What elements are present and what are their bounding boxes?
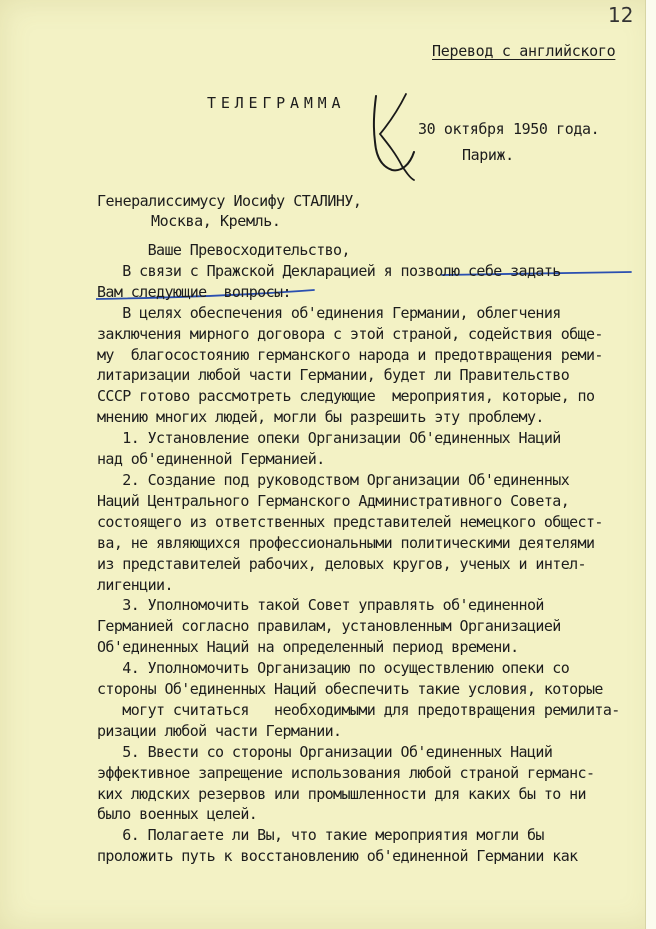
document-title: ТЕЛЕГРАММА: [207, 94, 346, 112]
body-line: му благосостоянию германского народа и предотвращения реми-: [97, 345, 603, 364]
telegram-body: [97, 240, 645, 867]
body-line: лигенции.: [97, 575, 173, 594]
addressee-location: Москва, Кремль.: [151, 212, 281, 230]
body-line: заключения мирного договора с этой страной, содействия обще-: [97, 324, 603, 343]
body-line: 1. Установление опеки Организации Об'единенных Наций: [97, 429, 561, 448]
place-line: Париж.: [462, 146, 514, 164]
body-line: было военных целей.: [97, 805, 258, 824]
body-line: 3. Уполномочить такой Совет управлять об'единенной: [97, 596, 544, 615]
page-edge: [645, 0, 656, 929]
body-line: Об'единенных Наций на определенный период времени.: [97, 638, 519, 657]
body-line: 6. Полагаете ли Вы, что такие мероприятия могли бы: [97, 826, 544, 845]
body-line: 2. Создание под руководством Организации Об'единенных: [97, 470, 570, 489]
body-line: стороны Об'единенных Наций обеспечить такие условия, которые: [97, 680, 603, 699]
body-line: ких людских резервов или промышленности для каких бы то ни: [97, 784, 586, 803]
body-line: В целях обеспечения об'единения Германии, облегчения: [97, 303, 561, 322]
body-line: 5. Ввести со стороны Организации Об'единенных Наций: [97, 742, 553, 761]
translation-note: Перевод с английского: [432, 42, 616, 60]
body-line: эффективное запрещение использования любой страной германс-: [97, 763, 595, 782]
body-line: 4. Уполномочить Организацию по осуществлению опеки со: [97, 659, 570, 678]
body-line: Наций Центрального Германского Административного Совета,: [97, 491, 570, 510]
handwritten-resolution-mark: [368, 92, 416, 182]
date-line: 30 октября 1950 года.: [418, 120, 600, 138]
body-line: Германией согласно правилам, установленным Организацией: [97, 617, 561, 636]
body-line: Вам следующие вопросы:: [97, 282, 291, 301]
body-line: ризации любой части Германии.: [97, 721, 342, 740]
body-line: мнению многих людей, могли бы разрешить эту проблему.: [97, 408, 544, 427]
body-line: литаризации любой части Германии, будет ли Правительство: [97, 366, 570, 385]
body-line: СССР готово рассмотреть следующие мероприятия, которые, по: [97, 387, 595, 406]
addressee: Генералиссимусу Иосифу СТАЛИНУ,: [97, 192, 362, 210]
body-line: Ваше Превосходительство,: [97, 241, 350, 259]
body-line: над об'единенной Германией.: [97, 450, 325, 469]
body-line: ва, не являющихся профессиональными политическими деятелями: [97, 533, 595, 552]
body-line: проложить путь к восстановлению об'единенной Германии как: [97, 847, 578, 866]
body-line: В связи с Пражской Декларацией я позволю себе задать: [97, 261, 561, 280]
body-line: состоящего из ответственных представителей немецкого общест-: [97, 512, 603, 531]
body-line: могут считаться необходимыми для предотвращения ремилита-: [97, 700, 620, 719]
page-number: 12: [608, 3, 634, 27]
body-line: из представителей рабочих, деловых кругов, ученых и интел-: [97, 554, 586, 573]
